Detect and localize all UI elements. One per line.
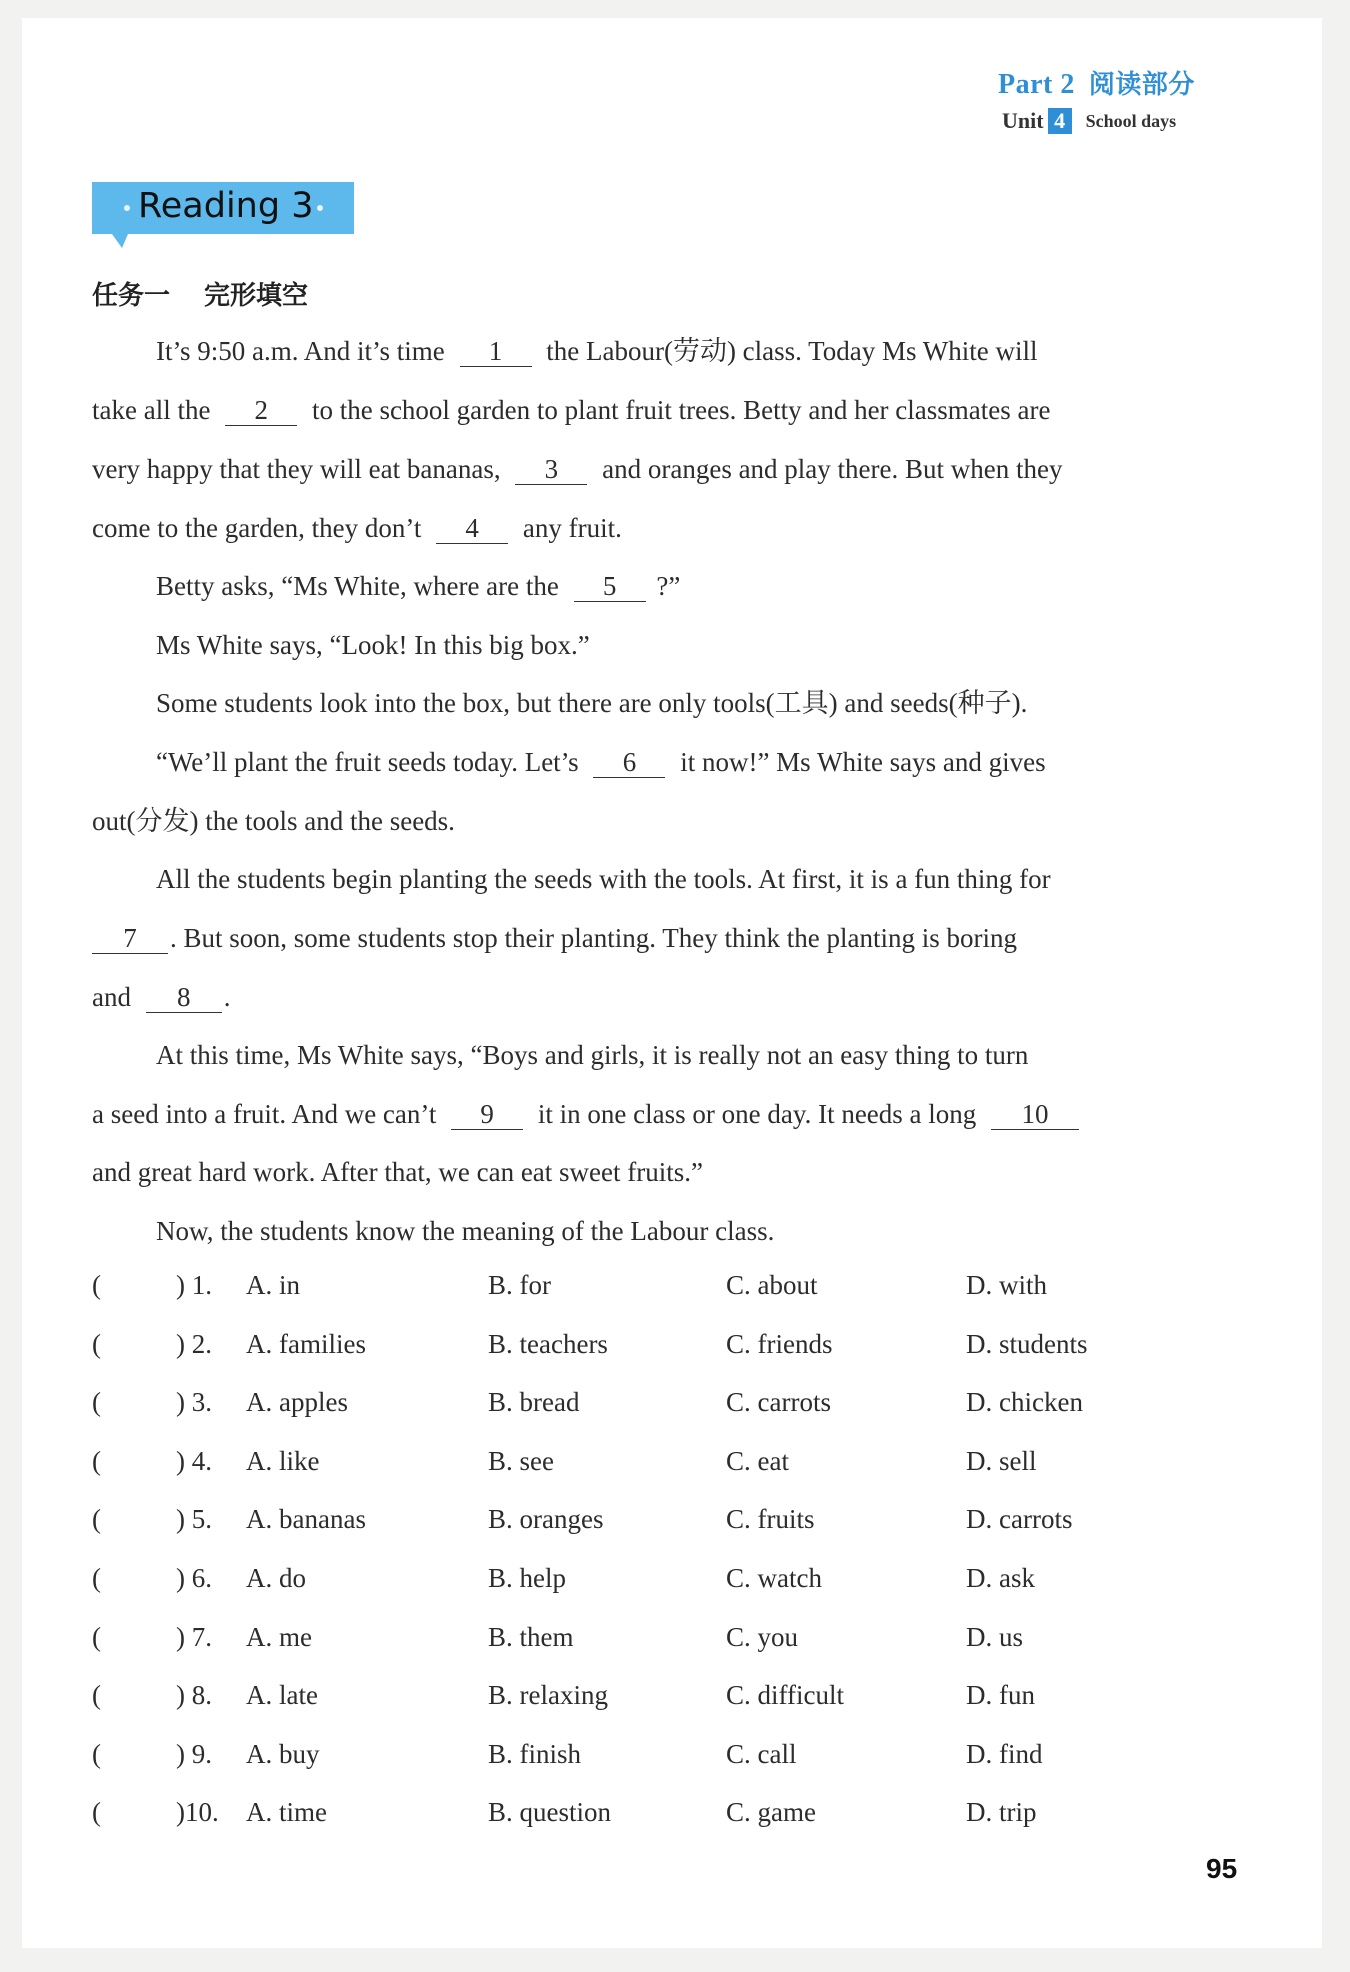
passage-line: At this time, Ms White says, “Boys and girls, it is really not an easy thing to turn <box>156 1040 1029 1070</box>
blank-8: 8 <box>146 982 222 1013</box>
question-number: ) 6. <box>176 1563 212 1593</box>
page-number: 95 <box>1206 1853 1238 1884</box>
passage-text: . <box>223 982 231 1012</box>
answer-paren-open[interactable]: ( <box>92 1680 101 1711</box>
option-b: B. question <box>488 1797 612 1828</box>
passage-line <box>92 980 230 1014</box>
banner-dot-icon <box>124 205 130 211</box>
passage-text: come to the garden, they don’t <box>92 513 422 543</box>
option-c: C. carrots <box>726 1387 831 1418</box>
answer-paren-open[interactable]: ( <box>92 1445 101 1476</box>
passage-line <box>156 745 1046 779</box>
blank-5: 5 <box>574 571 646 602</box>
passage-text: ?” <box>656 571 681 601</box>
passage-text: to the school garden to plant fruit trees. Betty and her classmates are <box>311 395 1051 425</box>
option-a: A. in <box>246 1270 300 1300</box>
passage-line <box>92 452 1062 486</box>
answer-paren-open[interactable]: ( <box>92 1797 101 1828</box>
option-a: A. late <box>246 1680 318 1711</box>
passage-line <box>156 569 680 603</box>
question-number: ) 8. <box>176 1680 212 1711</box>
option-b: B. oranges <box>488 1504 604 1535</box>
section-title: Reading 3 <box>138 186 314 226</box>
answer-paren-open[interactable]: ( <box>92 1738 101 1769</box>
option-a: A. like <box>246 1445 320 1476</box>
option-d: D. ask <box>966 1563 1035 1593</box>
option-d: D. chicken <box>966 1387 1083 1418</box>
option-c: C. game <box>726 1797 816 1828</box>
option-b: B. relaxing <box>488 1680 608 1711</box>
option-d: D. carrots <box>966 1504 1073 1535</box>
blank-6: 6 <box>593 747 665 778</box>
question-row <box>92 1329 1232 1369</box>
passage-text: . But soon, some students stop their planting. They think the planting is boring <box>170 923 1017 953</box>
option-c: C. about <box>726 1270 818 1300</box>
question-row <box>92 1446 1232 1486</box>
option-d: D. trip <box>966 1797 1037 1828</box>
task-label: 任务一 <box>92 281 171 311</box>
question-number: )10. <box>176 1797 219 1828</box>
passage-line: Now, the students know the meaning of the Labour class. <box>156 1216 775 1246</box>
option-b: B. finish <box>488 1738 582 1769</box>
option-d: D. with <box>966 1270 1047 1300</box>
unit-label: Unit <box>1002 108 1044 133</box>
passage-text: “We’ll plant the fruit seeds today. Let’s <box>156 747 579 777</box>
part-label: Part 2 <box>998 69 1075 100</box>
unit-header <box>1002 108 1176 134</box>
option-d: D. us <box>966 1621 1024 1652</box>
passage-text: take all the <box>92 395 211 425</box>
question-row <box>92 1504 1232 1544</box>
passage-text: it in one class or one day. It needs a long <box>537 1099 977 1129</box>
passage-text: and <box>92 982 131 1012</box>
option-b: B. bread <box>488 1387 580 1418</box>
task-title: 完形填空 <box>204 281 309 311</box>
passage-line <box>92 921 1017 955</box>
option-b: B. them <box>488 1621 574 1652</box>
question-row <box>92 1797 1232 1837</box>
blank-4: 4 <box>436 513 508 544</box>
blank-10: 10 <box>991 1099 1079 1130</box>
question-row <box>92 1563 1232 1603</box>
passage-line: and great hard work. After that, we can eat sweet fruits.” <box>92 1157 703 1187</box>
blank-2: 2 <box>225 395 297 426</box>
banner-tail-shape <box>112 234 128 248</box>
unit-title: School days <box>1085 110 1177 131</box>
passage-text: very happy that they will eat bananas, <box>92 454 501 484</box>
option-a: A. buy <box>246 1738 320 1769</box>
option-d: D. find <box>966 1738 1043 1769</box>
question-number: ) 9. <box>176 1738 212 1769</box>
option-c: C. watch <box>726 1563 822 1593</box>
question-row <box>92 1739 1232 1779</box>
passage-text: it now!” Ms White says and gives <box>680 747 1046 777</box>
option-a: A. families <box>246 1328 366 1359</box>
blank-1: 1 <box>460 336 532 367</box>
part-cn-label: 阅读部分 <box>1088 70 1195 100</box>
passage-text: and oranges and play there. But when they <box>602 454 1063 484</box>
question-number: ) 4. <box>176 1445 212 1476</box>
banner-dot-icon <box>317 205 323 211</box>
passage-line: Some students look into the box, but there are only tools(工具) and seeds(种子). <box>156 688 1028 718</box>
answer-paren-open[interactable]: ( <box>92 1563 101 1593</box>
option-b: B. for <box>488 1270 551 1300</box>
option-d: D. sell <box>966 1445 1037 1476</box>
option-b: B. help <box>488 1563 566 1593</box>
option-a: A. bananas <box>246 1504 366 1535</box>
passage-line: out(分发) the tools and the seeds. <box>92 806 455 836</box>
option-a: A. do <box>246 1563 306 1593</box>
option-c: C. you <box>726 1621 799 1652</box>
option-a: A. time <box>246 1797 327 1828</box>
passage-line <box>92 1097 1079 1131</box>
blank-7: 7 <box>92 923 168 954</box>
answer-paren-open[interactable]: ( <box>92 1328 101 1359</box>
answer-paren-open[interactable]: ( <box>92 1387 101 1418</box>
task-heading <box>92 275 308 312</box>
option-b: B. teachers <box>488 1328 608 1359</box>
blank-3: 3 <box>515 454 587 485</box>
passage-text: Betty asks, “Ms White, where are the <box>156 571 559 601</box>
question-row <box>92 1387 1232 1427</box>
option-a: A. me <box>246 1621 312 1652</box>
question-number: ) 1. <box>176 1270 212 1300</box>
passage-text: the Labour(劳动) class. Today Ms White will <box>546 336 1038 366</box>
question-row <box>92 1680 1232 1720</box>
option-c: C. call <box>726 1738 797 1769</box>
passage-line <box>92 393 1050 427</box>
passage-line: Ms White says, “Look! In this big box.” <box>156 630 590 660</box>
unit-number-badge: 4 <box>1048 108 1072 134</box>
option-d: D. students <box>966 1328 1088 1359</box>
answer-paren-open[interactable]: ( <box>92 1270 101 1300</box>
part-header <box>998 64 1195 101</box>
answer-paren-open[interactable]: ( <box>92 1621 101 1652</box>
question-number: ) 2. <box>176 1328 212 1359</box>
option-c: C. eat <box>726 1445 789 1476</box>
option-b: B. see <box>488 1445 554 1476</box>
passage-line: All the students begin planting the seeds with the tools. At first, it is a fun thing for <box>156 864 1051 894</box>
passage-text: a seed into a fruit. And we can’t <box>92 1099 437 1129</box>
option-a: A. apples <box>246 1387 348 1418</box>
question-row <box>92 1270 1232 1310</box>
passage-text: any fruit. <box>522 513 622 543</box>
option-c: C. friends <box>726 1328 833 1359</box>
answer-paren-open[interactable]: ( <box>92 1504 101 1535</box>
question-row <box>92 1622 1232 1662</box>
option-c: C. difficult <box>726 1680 844 1711</box>
option-d: D. fun <box>966 1680 1035 1711</box>
passage-line <box>156 334 1038 368</box>
question-number: ) 3. <box>176 1387 212 1418</box>
passage-text: It’s 9:50 a.m. And it’s time <box>156 336 445 366</box>
option-c: C. fruits <box>726 1504 815 1535</box>
blank-9: 9 <box>451 1099 523 1130</box>
passage-line <box>92 511 622 545</box>
question-number: ) 5. <box>176 1504 212 1535</box>
question-number: ) 7. <box>176 1621 212 1652</box>
